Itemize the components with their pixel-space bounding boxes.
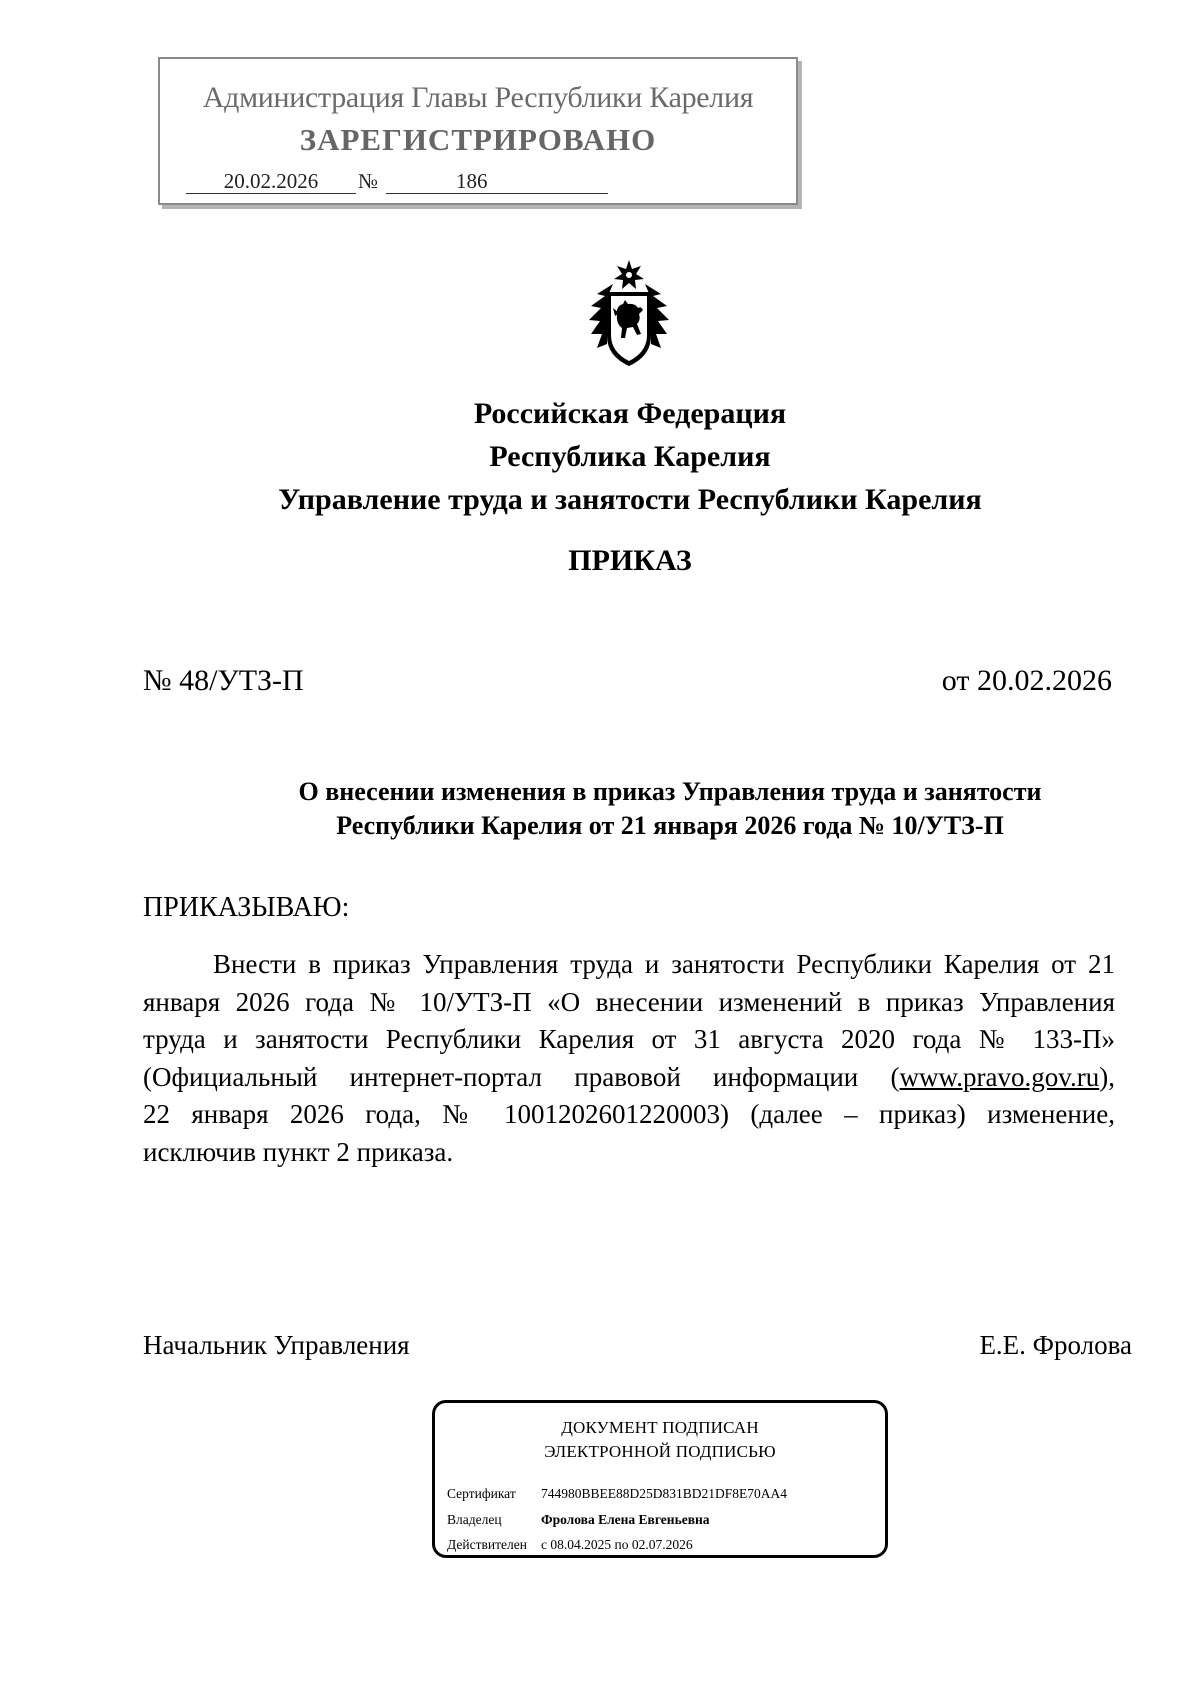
order-number: № 48/УТЗ-П	[143, 664, 304, 697]
registration-stamp	[158, 57, 798, 205]
electronic-signature-stamp	[432, 1400, 888, 1558]
signatory-name: Е.Е. Фролова	[979, 1330, 1132, 1360]
esig-certificate-row	[447, 1486, 787, 1502]
order-subject-line-1: О внесении изменения в приказ Управления труда и занятости	[298, 777, 1042, 806]
order-subject-line-2: Республики Карелия от 21 января 2026 года № 10/УТЗ-П	[336, 811, 1004, 840]
signatory-title: Начальник Управления	[143, 1330, 410, 1360]
directive-label: ПРИКАЗЫВАЮ:	[143, 892, 350, 923]
body-line: труда и занятости Республики Карелия от 31 августа 2020 года № 133-П»	[143, 1024, 1115, 1054]
esig-owner-label: Владелец	[447, 1512, 502, 1527]
body-line: исключив пункт 2 приказа.	[143, 1136, 454, 1167]
pravo-portal-link[interactable]: www.pravo.gov.ru	[899, 1061, 1100, 1092]
body-line: 22 января 2026 года, № 1001202601220003) (далее – приказ) изменение,	[143, 1099, 1115, 1129]
order-body	[143, 946, 1115, 1171]
esig-certificate-label: Сертификат	[447, 1486, 516, 1501]
body-line-text: (Официальный интернет-портал правовой информации (	[143, 1061, 900, 1092]
header-country: Российская Федерация	[473, 397, 787, 430]
document-type: ПРИКАЗ	[568, 544, 692, 577]
registration-number-sign: №	[358, 169, 379, 193]
body-line-tail: ),	[1099, 1061, 1115, 1092]
order-date: от 20.02.2026	[941, 664, 1112, 697]
esig-validity-value: с 08.04.2025 по 02.07.2026	[541, 1537, 693, 1552]
header-organization: Управление труда и занятости Республики Карелия	[278, 483, 982, 516]
esig-owner-row	[447, 1512, 710, 1528]
header-region: Республика Карелия	[489, 440, 771, 473]
esig-heading-2: ЭЛЕКТРОННОЙ ПОДПИСЬЮ	[544, 1442, 776, 1461]
body-line-with-link	[143, 1059, 1115, 1097]
registration-stamp-org: Администрация Главы Республики Карелия	[202, 81, 754, 114]
registration-stamp-status: ЗАРЕГИСТРИРОВАНО	[299, 122, 657, 157]
esig-validity-row	[447, 1537, 693, 1553]
registration-date: 20.02.2026	[186, 169, 356, 194]
esig-validity-label: Действителен	[447, 1537, 527, 1552]
body-line: Внести в приказ Управления труда и занятости Республики Карелия от 21	[213, 949, 1115, 979]
esig-owner-value: Фролова Елена Евгеньевна	[541, 1512, 710, 1527]
body-line: января 2026 года № 10/УТЗ-П «О внесении изменений в приказ Управления	[143, 986, 1115, 1017]
esig-heading-1: ДОКУМЕНТ ПОДПИСАН	[561, 1418, 759, 1437]
karelia-coat-of-arms-icon	[583, 258, 675, 370]
esig-certificate-value: 744980BBEE88D25D831BD21DF8E70AA4	[541, 1486, 788, 1501]
registration-number: 186	[386, 169, 608, 194]
